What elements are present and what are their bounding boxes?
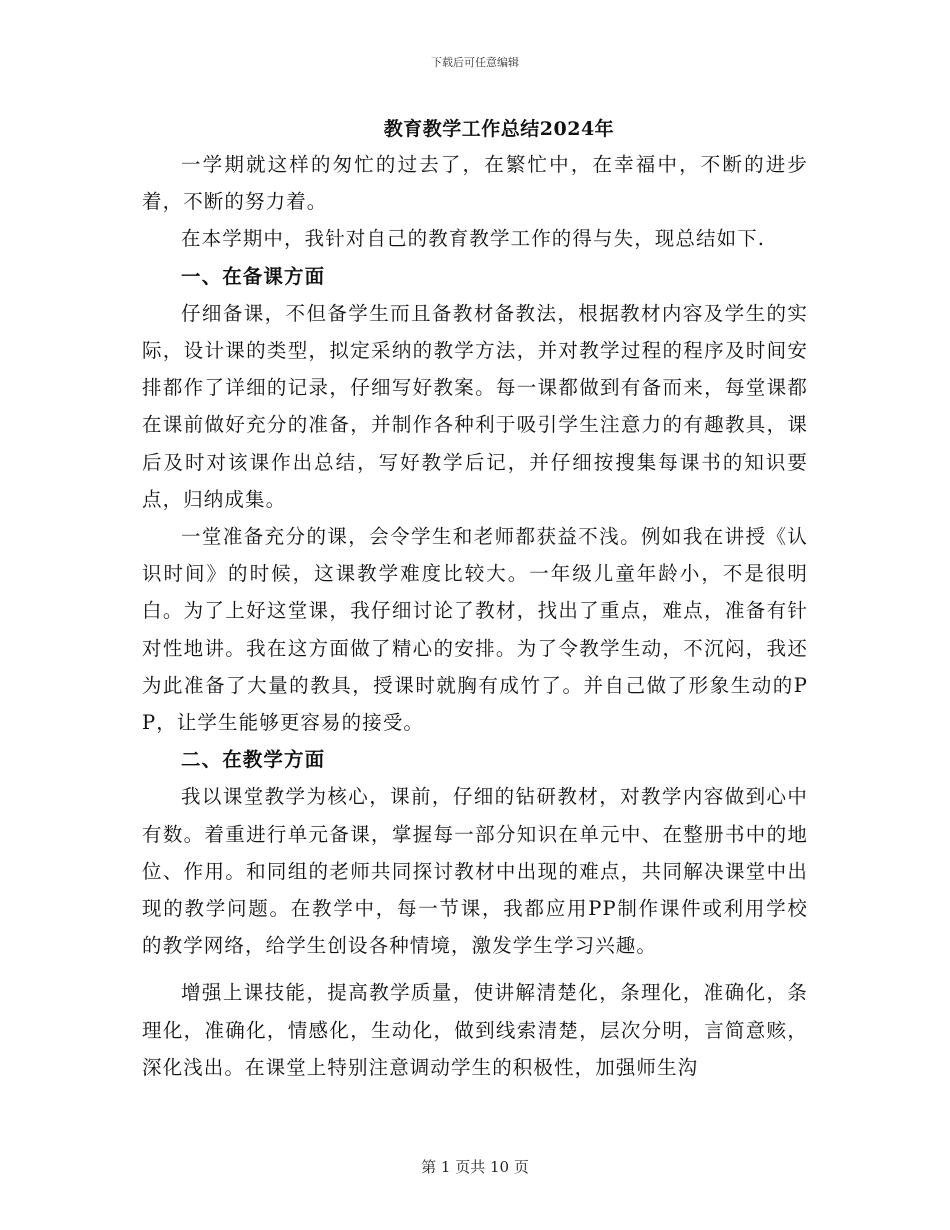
document-title: 教育教学工作总结2024年 [383, 118, 615, 140]
page-header: 下载后可任意编辑 [431, 56, 519, 69]
document-body [142, 146, 808, 1086]
paragraph-intro: 一学期就这样的匆忙的过去了，在繁忙中，在幸福中，不断的进步着，不断的努力着。 [142, 153, 808, 214]
section-heading-teaching: 二、在教学方面 [181, 748, 326, 772]
paragraph-summary-intro: 在本学期中，我针对自己的教育教学工作的得与失，现总结如下. [181, 227, 766, 251]
page-footer: 第 1 页共 10 页 [421, 1158, 529, 1176]
paragraph-lesson-prep: 仔细备课，不但备学生而且备教材备教法，根据教材内容及学生的实际，设计课的类型，拟定采纳的教学方法，并对教学过程的程序及时间安排都作了详细的记录，仔细写好教案。每一课都做到有备而来，每堂课都在课前做好充分的准备，并制作各种利于吸引学生注意力的有趣教具，课后及时对该课作出总结，写好教学后记，并仔细按搜集每课书的知识要点，归纳成集。 [142, 301, 808, 511]
paragraph-skills: 增强上课技能，提高教学质量，使讲解清楚化，条理化，准确化，条理化，准确化，情感化，生动化，做到线索清楚，层次分明，言简意赅，深化浅出。在课堂上特别注意调动学生的积极性，加强师生沟 [142, 981, 808, 1079]
paragraph-example: 一堂准备充分的课，会令学生和老师都获益不浅。例如我在讲授《认识时间》的时候，这课教学难度比较大。一年级儿童年龄小，不是很明白。为了上好这堂课，我仔细讨论了教材，找出了重点，难点，准备有针对性地讲。我在这方面做了精心的安排。为了令教学生动，不沉闷，我还为此准备了大量的教具，授课时就胸有成竹了。并自己做了形象生动的PP，让学生能够更容易的接受。 [142, 525, 808, 735]
paragraph-teaching: 我以课堂教学为核心，课前，仔细的钻研教材，对教学内容做到心中有数。着重进行单元备课，掌握每一部分知识在单元中、在整册书中的地位、作用。和同组的老师共同探讨教材中出现的难点，共同解决课堂中出现的教学问题。在教学中，每一节课，我都应用PP制作课件或利用学校的教学网络，给学生创设各种情境，激发学生学习兴趣。 [142, 785, 808, 958]
section-heading-lesson-prep: 一、在备课方面 [181, 264, 326, 288]
